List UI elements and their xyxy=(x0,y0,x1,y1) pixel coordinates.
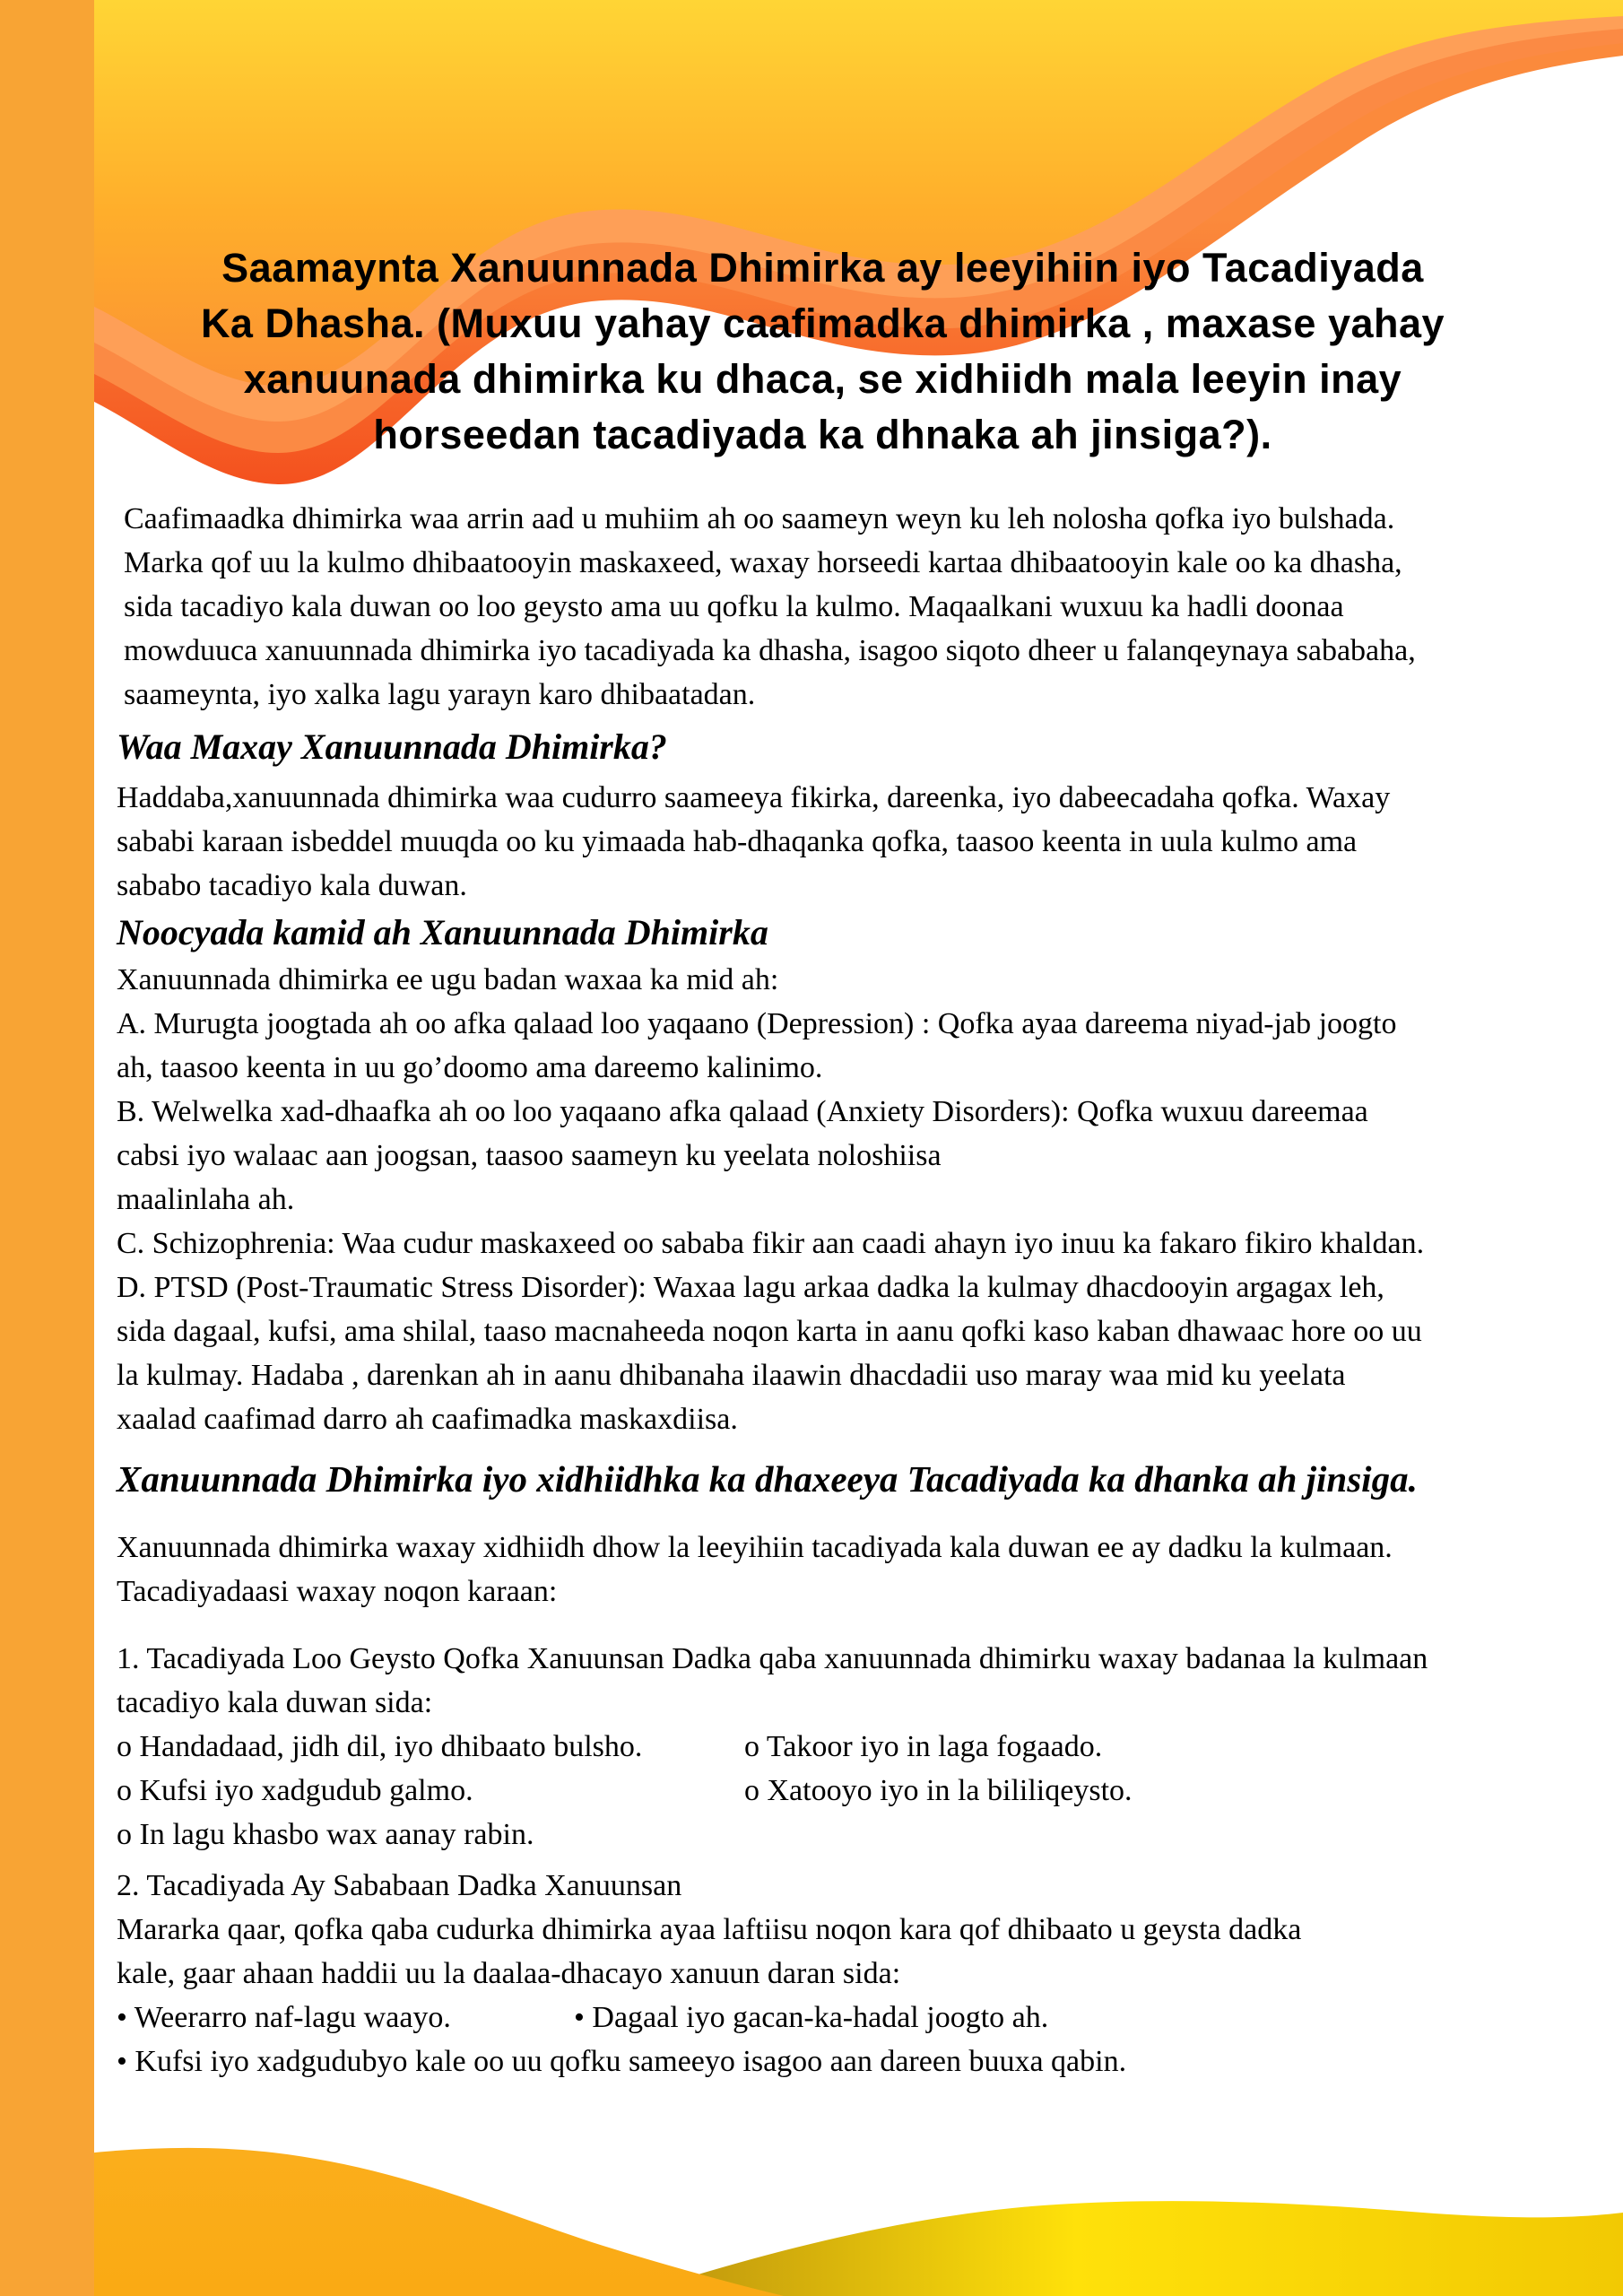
text-line: saameynta, iyo xalka lagu yarayn karo dhibaatadan. xyxy=(124,678,756,711)
text-line: mowduuca xanuunnada dhimirka iyo tacadiyada ka dhasha, isagoo siqoto dheer u falanqeynaya sababaha, xyxy=(124,634,1416,667)
text-line: Saamaynta Xanuunnada Dhimirka ay leeyihiin iyo Tacadiyada xyxy=(221,245,1424,291)
text-line: maalinlaha ah. xyxy=(117,1183,295,1216)
list1-bullet-row xyxy=(117,1725,1529,1769)
bullet-item: o Handadaad, jidh dil, iyo dhibaato bulsho. xyxy=(117,1730,643,1763)
article-content xyxy=(94,0,1529,2083)
text-line: 2. Tacadiyada Ay Sababaan Dadka Xanuunsan xyxy=(117,1869,682,1902)
text-line: Xanuunnada dhimirka waxay xidhiidh dhow la leeyihiin tacadiyada kala duwan ee ay dadku la kulmaan. xyxy=(117,1531,1393,1564)
list1-bullet-row xyxy=(117,1813,1529,1857)
section-what-paragraph xyxy=(117,776,1529,908)
text-line: Haddaba,xanuunnada dhimirka waa cudurro saameeya fikirka, dareenka, iyo dabeecadaha qofka. Waxay xyxy=(117,781,1391,814)
text-line: C. Schizophrenia: Waa cudur maskaxeed oo sababa fikir aan caadi ahayn iyo inuu ka fakaro fikiro khaldan. xyxy=(117,1227,1425,1260)
text-line: kale, gaar ahaan haddii uu la daalaa-dhacayo xanuun daran sida: xyxy=(117,1957,901,1990)
bullet-item: o Xatooyo iyo in la bililiqeysto. xyxy=(744,1774,1133,1807)
list1-intro xyxy=(117,1637,1529,1725)
text-line: ah, taasoo keenta in uu go’doomo ama dareemo kalinimo. xyxy=(117,1051,823,1084)
left-accent-bar xyxy=(0,0,94,2296)
list2-intro xyxy=(117,1864,1529,1996)
section-heading-what-are-mental-illnesses: Waa Maxay Xanuunnada Dhimirka? xyxy=(117,726,667,767)
text-line: Caafimaadka dhimirka waa arrin aad u muhiim ah oo saameyn weyn ku leh nolosha qofka iyo bulshada. xyxy=(124,502,1395,535)
text-line: D. PTSD (Post-Traumatic Stress Disorder): Waxaa lagu arkaa dadka la kulmay dhacdooyin argagax leh, xyxy=(117,1271,1384,1304)
bullet-item: o In lagu khasbo wax aanay rabin. xyxy=(117,1818,534,1851)
text-line: horseedan tacadiyada ka dhnaka ah jinsiga?). xyxy=(373,412,1272,457)
list1-bullet-row xyxy=(117,1769,1529,1813)
text-line: tacadiyo kala duwan sida: xyxy=(117,1686,433,1719)
list2-last-bullet: • Kufsi iyo xadgudubyo kale oo uu qofku sameeyo isagoo aan dareen buuxa qabin. xyxy=(117,2045,1127,2078)
text-line: A. Murugta joogtada ah oo afka qalaad loo yaqaano (Depression) : Qofka ayaa dareema niyad-jab joogto xyxy=(117,1007,1397,1040)
text-line: Xanuunnada dhimirka ee ugu badan waxaa ka mid ah: xyxy=(117,963,779,996)
bullet-item: o Kufsi iyo xadgudub galmo. xyxy=(117,1774,473,1807)
section-heading-types: Noocyada kamid ah Xanuunnada Dhimirka xyxy=(117,912,768,952)
text-line: Ka Dhasha. (Muxuu yahay caafimadka dhimirka , maxase yahay xyxy=(200,300,1445,346)
text-line: sababo tacadiyo kala duwan. xyxy=(117,869,467,902)
text-line: sida dagaal, kufsi, ama shilal, taaso macnaheeda noqon karta in aanu qofki kaso kaban dhawaac hore oo uu xyxy=(117,1315,1422,1348)
intro-paragraph xyxy=(117,497,1529,717)
bullet-item: • Dagaal iyo gacan-ka-hadal joogto ah. xyxy=(574,2001,1049,2034)
text-line: xaalad caafimad darro ah caafimadka maskaxdiisa. xyxy=(117,1403,738,1436)
text-line: B. Welwelka xad-dhaafka ah oo loo yaqaano afka qalaad (Anxiety Disorders): Qofka wuxuu dareemaa xyxy=(117,1095,1368,1128)
bullet-item xyxy=(744,1813,1529,1857)
text-line: 1. Tacadiyada Loo Geysto Qofka Xanuunsan Dadka qaba xanuunnada dhimirku waxay badanaa la kulmaan xyxy=(117,1642,1428,1675)
page-title xyxy=(117,240,1529,463)
text-line: cabsi iyo walaac aan joogsan, taasoo saameyn ku yeelata noloshiisa xyxy=(117,1139,942,1172)
text-line: sida tacadiyo kala duwan oo loo geysto ama uu qofku la kulmo. Maqaalkani wuxuu ka hadli doonaa xyxy=(124,590,1344,623)
text-line: la kulmay. Hadaba , darenkan ah in aanu dhibanaha ilaawin dhacdadii uso maray waa mid ku yeelata xyxy=(117,1359,1346,1392)
section-types-paragraph xyxy=(117,958,1529,1441)
section-link-paragraph xyxy=(117,1526,1529,1613)
text-line: Marka qof uu la kulmo dhibaatooyin maskaxeed, waxay horseedi kartaa dhibaatooyin kale oo ka dhasha, xyxy=(124,546,1402,579)
list2-bullet-row xyxy=(117,1996,1529,2039)
text-line: sababi karaan isbeddel muuqda oo ku yimaada hab-dhaqanka qofka, taasoo keenta in uula kulmo ama xyxy=(117,825,1358,858)
text-line: Mararka qaar, qofka qaba cudurka dhimirka ayaa laftiisu noqon kara qof dhibaato u geysta dadka xyxy=(117,1913,1302,1946)
bullet-item: o Takoor iyo in laga fogaado. xyxy=(744,1730,1103,1763)
text-line: Tacadiyadaasi waxay noqon karaan: xyxy=(117,1575,558,1608)
section-heading-link-to-violence: Xanuunnada Dhimirka iyo xidhiidhka ka dhaxeeya Tacadiyada ka dhanka ah jinsiga. xyxy=(117,1458,1418,1500)
text-line: xanuunada dhimirka ku dhaca, se xidhiidh mala leeyin inay xyxy=(243,356,1402,402)
bullet-item: • Weerarro naf-lagu waayo. xyxy=(117,2001,451,2034)
